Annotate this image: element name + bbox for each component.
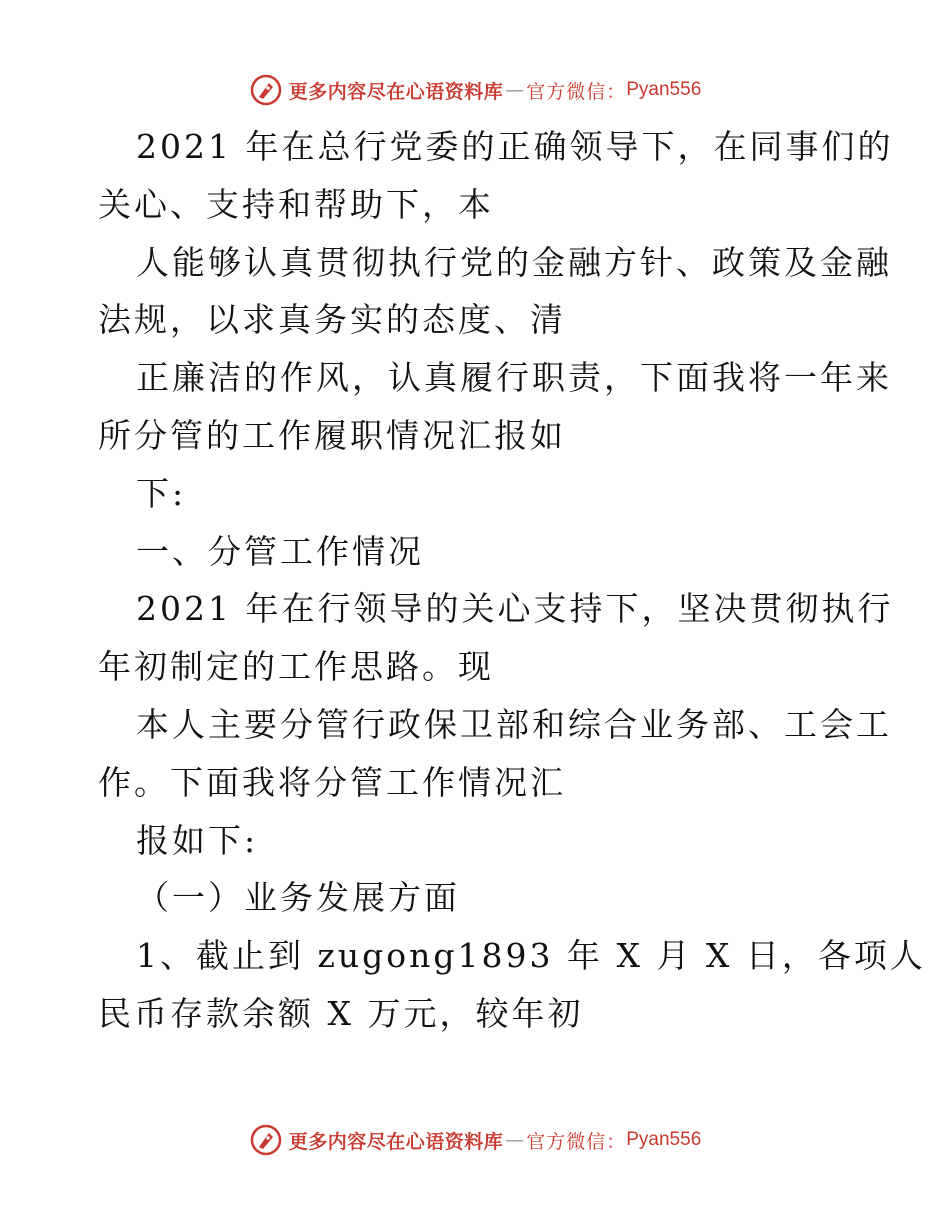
text-line: 1、截止到 zugong1893 年 X 月 X 日，各项人 <box>136 936 926 976</box>
text-line: 一、分管工作情况 <box>136 531 424 571</box>
watermark-main-text: 更多内容尽在心语资料库 <box>288 1130 504 1153</box>
watermark-main-text: 更多内容尽在心语资料库 <box>288 80 504 103</box>
text-line: 下: <box>136 473 187 513</box>
pen-nib-circle-icon <box>249 73 283 107</box>
watermark-separator: — <box>505 79 525 101</box>
text-line: （一）业务发展方面 <box>136 878 460 918</box>
footer-watermark <box>0 1120 950 1160</box>
document-body <box>98 118 926 1043</box>
text-line: 作。下面我将分管工作情况汇 <box>98 762 566 802</box>
header-watermark <box>0 70 950 110</box>
text-line: 年初制定的工作思路。现 <box>98 647 494 687</box>
pen-nib-circle-icon <box>249 1123 283 1157</box>
watermark-id: Pyan556 <box>626 1129 702 1150</box>
text-line: 法规，以求真务实的态度、清 <box>98 300 566 340</box>
watermark-separator: — <box>505 1129 525 1151</box>
text-line: 正廉洁的作风，认真履行职责，下面我将一年来 <box>136 358 892 398</box>
text-line: 关心、支持和帮助下，本 <box>98 184 494 224</box>
watermark-sub-text: 官方微信： <box>526 80 627 103</box>
text-line: 本人主要分管行政保卫部和综合业务部、工会工 <box>136 704 892 744</box>
text-line: 所分管的工作履职情况汇报如 <box>98 415 566 455</box>
text-line: 报如下: <box>136 820 259 860</box>
watermark-id: Pyan556 <box>626 79 702 100</box>
text-line: 民币存款余额 X 万元，较年初 <box>98 993 584 1033</box>
text-line: 人能够认真贯彻执行党的金融方针、政策及金融 <box>136 242 892 282</box>
watermark-sub-text: 官方微信： <box>526 1130 627 1153</box>
text-line: 2021 年在总行党委的正确领导下，在同事们的 <box>136 127 894 166</box>
text-line: 2021 年在行领导的关心支持下，坚决贯彻执行 <box>136 589 894 629</box>
